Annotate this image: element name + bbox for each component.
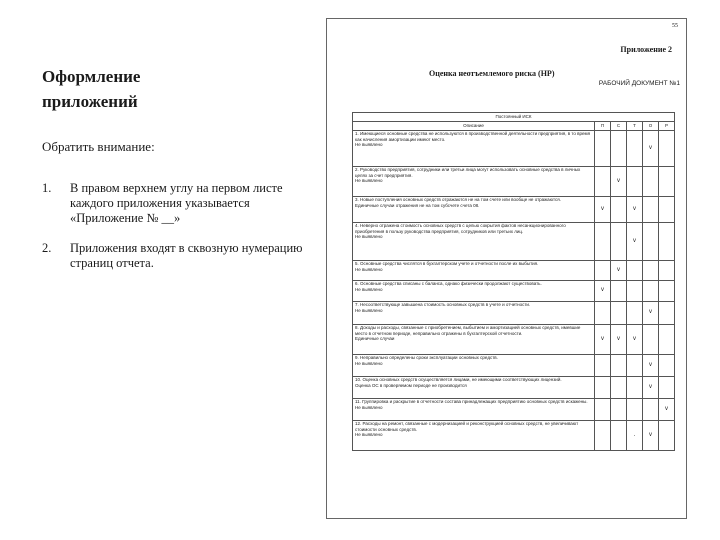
mark-cell — [595, 131, 611, 167]
risk-table — [352, 112, 675, 451]
mark-cell — [611, 355, 627, 377]
mark-cell — [611, 223, 627, 261]
mark-cell: v — [627, 197, 643, 223]
table-row — [353, 261, 675, 281]
mark-cell: v — [595, 281, 611, 302]
risk-note: Не выявлено — [355, 178, 383, 183]
risk-description-cell — [353, 131, 595, 167]
risk-description: 5. Основные средства числятся в бухгалтерском учете и отчетности после их выбытия. — [355, 261, 539, 266]
mark-cell — [595, 355, 611, 377]
risk-note: Оценка ОС в проверяемом периоде не производится — [355, 382, 467, 388]
mark-cell — [659, 197, 675, 223]
work-document-label: РАБОЧИЙ ДОКУМЕНТ №1 — [598, 80, 680, 87]
mark-cell — [659, 377, 675, 399]
mark-cell — [659, 223, 675, 261]
page-number: 55 — [672, 23, 678, 29]
mark-cell — [611, 421, 627, 451]
risk-note: Не выявлено — [355, 266, 383, 272]
mark-cell — [659, 281, 675, 302]
mark-cell — [643, 261, 659, 281]
slide-title-line1: Оформление — [42, 67, 141, 86]
mark-cell — [627, 377, 643, 399]
risk-description: 4. Неверно отражена стоимость основных средств с целью сокрытия фактов несанкционированного приобретения в пользу руководства предприятия, сотрудников или третьих лиц. — [355, 223, 566, 234]
mark-cell — [595, 399, 611, 421]
column-header: Р — [659, 122, 675, 131]
table-row — [353, 377, 675, 399]
mark-cell — [659, 302, 675, 325]
mark-cell: v — [595, 197, 611, 223]
list-item-text: В правом верхнем углу на первом листе каждого приложения указывается «Приложение № __» — [70, 181, 283, 225]
mark-cell — [595, 261, 611, 281]
mark-cell — [595, 421, 611, 451]
mark-cell: v — [611, 167, 627, 197]
risk-description-cell — [353, 377, 595, 399]
mark-cell: v — [611, 261, 627, 281]
mark-cell: v — [627, 223, 643, 261]
risk-note: Не выявлено — [355, 432, 383, 437]
table-row — [353, 421, 675, 451]
mark-cell — [643, 399, 659, 421]
list-item-number: 2. — [42, 241, 52, 255]
document-title: Оценка неотъемлемого риска (НР) — [429, 69, 555, 78]
mark-cell — [595, 377, 611, 399]
mark-cell: . — [627, 421, 643, 451]
left-panel — [42, 64, 312, 114]
mark-cell — [611, 302, 627, 325]
risk-note: Не выявлено — [355, 360, 383, 366]
table-row — [353, 197, 675, 223]
column-header: Описание — [353, 122, 595, 131]
mark-cell — [643, 325, 659, 355]
risk-note: Не выявлено — [355, 307, 383, 313]
risk-description-cell — [353, 355, 595, 377]
mark-cell — [595, 223, 611, 261]
risk-description-cell — [353, 197, 595, 223]
risk-description: 6. Основные средства списаны с баланса, однако физически продолжают существовать. — [355, 281, 542, 286]
risk-note: Не выявлено — [355, 286, 383, 292]
mark-cell — [659, 131, 675, 167]
list-item — [42, 241, 312, 271]
mark-cell: v — [643, 421, 659, 451]
risk-note: Не выявлено — [355, 404, 383, 410]
risk-description: 1. Имеющиеся основные средства не используются в производственной деятельности предприятия, в то время как начисления амортизации имеют место. — [355, 131, 591, 142]
risk-description: 2. Руководство предприятия, сотрудники или третьи лица могут использовать основные средства в личных целях за счет предприятия. — [355, 167, 581, 178]
slide-title-line2: приложений — [42, 92, 138, 111]
risk-note: Не выявлено — [355, 142, 383, 147]
column-header: О — [643, 122, 659, 131]
mark-cell — [643, 223, 659, 261]
mark-cell — [627, 281, 643, 302]
mark-cell — [659, 261, 675, 281]
slide-title — [42, 64, 312, 114]
mark-cell — [643, 281, 659, 302]
mark-cell — [643, 167, 659, 197]
mark-cell: v — [611, 325, 627, 355]
table-row — [353, 302, 675, 325]
risk-description-cell — [353, 261, 595, 281]
risk-description: 3. Новые поступления основных средств отражаются не на том счете или вообще не отражаются. — [355, 197, 561, 202]
mark-cell: v — [643, 355, 659, 377]
mark-cell — [627, 131, 643, 167]
mark-cell — [659, 325, 675, 355]
column-header: С — [611, 122, 627, 131]
risk-description: 8. Доходы и расходы, связанные с приобретением, выбытием и амортизацией основных средств, имевшие место в отчетном периоде, неправильно отражены в бухгалтерской отчетности. — [355, 325, 581, 336]
risk-description: 9. Неправильно определены сроки эксплуатации основных средств. — [355, 355, 498, 360]
risk-description-cell — [353, 302, 595, 325]
list-item-number: 1. — [42, 181, 52, 195]
risk-description-cell — [353, 281, 595, 302]
risk-description-cell — [353, 399, 595, 421]
risk-note: Единичные случаи отражения не на том субсчете счета 08. — [355, 202, 480, 208]
mark-cell — [611, 131, 627, 167]
mark-cell: v — [643, 377, 659, 399]
risk-note: Не выявлено — [355, 234, 383, 239]
risk-description-cell — [353, 421, 595, 451]
table-row — [353, 167, 675, 197]
mark-cell — [611, 399, 627, 421]
table-row — [353, 325, 675, 355]
table-row — [353, 223, 675, 261]
risk-description: 12. Расходы на ремонт, связанные с модернизацией и реконструкцией основных средств, не увеличивают стоимости основных средств. — [355, 421, 579, 432]
document-page — [326, 18, 687, 519]
mark-cell — [611, 281, 627, 302]
risk-description: 10. Оценка основных средств осуществляется лицами, не имеющими соответствующих лицензий. — [355, 377, 562, 382]
risk-note: Единичные случаи — [355, 336, 395, 341]
table-top-header: Постоянный ИСК — [353, 113, 675, 122]
risk-description: 11. Группировка и раскрытие в отчетности состава принадлежащих предприятию основных средств искажены. — [355, 399, 588, 404]
mark-cell: v — [595, 325, 611, 355]
notice-heading: Обратить внимание: — [42, 139, 155, 154]
column-header: П — [595, 122, 611, 131]
table-row — [353, 399, 675, 421]
column-header: Т — [627, 122, 643, 131]
mark-cell — [627, 355, 643, 377]
risk-description: 7. Несоответствующе завышена стоимость основных средств в учете и отчетности. — [355, 302, 531, 307]
mark-cell — [659, 167, 675, 197]
risk-table-body — [353, 131, 675, 451]
mark-cell — [627, 302, 643, 325]
table-row — [353, 355, 675, 377]
points-list — [42, 181, 312, 286]
risk-description-cell — [353, 223, 595, 261]
mark-cell — [627, 261, 643, 281]
mark-cell — [627, 167, 643, 197]
mark-cell: v — [643, 131, 659, 167]
appendix-label: Приложение 2 — [620, 45, 672, 54]
table-row — [353, 131, 675, 167]
mark-cell — [611, 377, 627, 399]
mark-cell: v — [659, 399, 675, 421]
mark-cell — [659, 421, 675, 451]
mark-cell — [659, 355, 675, 377]
mark-cell — [595, 167, 611, 197]
mark-cell: v — [643, 302, 659, 325]
list-item — [42, 181, 312, 226]
mark-cell — [595, 302, 611, 325]
mark-cell — [611, 197, 627, 223]
risk-description-cell — [353, 167, 595, 197]
table-row — [353, 281, 675, 302]
mark-cell: v — [627, 325, 643, 355]
mark-cell — [643, 197, 659, 223]
mark-cell — [627, 399, 643, 421]
risk-description-cell — [353, 325, 595, 355]
list-item-text: Приложения входят в сквозную нумерацию страниц отчета. — [70, 241, 303, 270]
